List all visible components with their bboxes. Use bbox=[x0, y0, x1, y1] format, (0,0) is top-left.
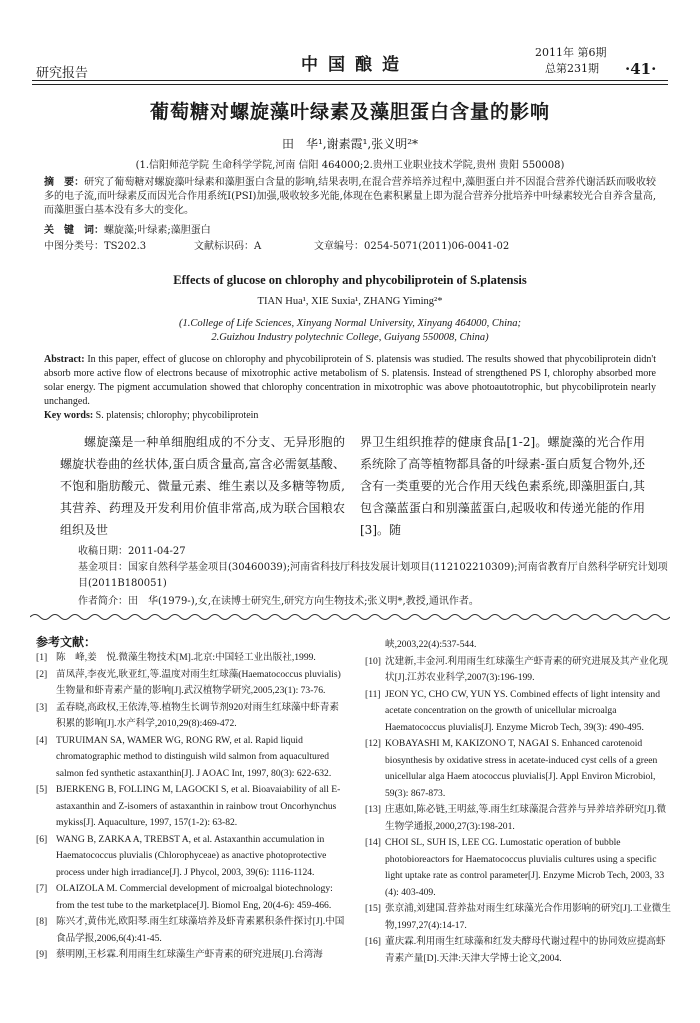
reference-item bbox=[365, 802, 675, 835]
reference-item bbox=[365, 654, 675, 687]
reference-item bbox=[36, 700, 346, 733]
abstract-text: 研究了葡萄糖对螺旋藻叶绿素和藻胆蛋白含量的影响,结果表明,在混合营养培养过程中,藻胆蛋白并不因混合营养代谢活跃而吸收较多的电子流,而叶绿素反而因光合作用系统Ⅰ(PSⅠ)加强,吸收较多光能,体现在色素积累量上即为混合营养分批培养中叶绿素较光合自养含量高,而藻胆蛋白基本没有多大的变化。 bbox=[44, 177, 657, 216]
page-number: ·41· bbox=[625, 60, 657, 78]
reference-text: 孟春晓,高政权,王依涛,等.植物生长调节剂920对雨生红球藻中虾青素积累的影响[J].水产科学,2010,29(8):469-472. bbox=[56, 701, 340, 729]
document-code: 文献标识码：A bbox=[194, 241, 262, 252]
reference-number: [7] bbox=[36, 883, 48, 894]
references-heading: 参考文献： bbox=[36, 635, 97, 649]
reference-text: 张京浦,刘建国.营养盐对雨生红球藻光合作用影响的研究[J].工业微生物,1997,27(4):14-17. bbox=[385, 903, 671, 931]
footnote-received: 收稿日期：2011-04-27 bbox=[78, 546, 186, 557]
affiliation-english bbox=[40, 317, 660, 345]
reference-number: [14] bbox=[365, 837, 381, 848]
keywords-label: 关 键 词： bbox=[44, 225, 104, 236]
reference-text: JEON YC, CHO CW, YUN YS. Combined effects of light intensity and acetate concentration on the growth of unicellular microalga Haematococcus pluvialis[J]. Enzyme Microb Tech, 39(3): 490-495. bbox=[385, 688, 661, 733]
reference-number: [9] bbox=[36, 949, 48, 960]
reference-item bbox=[365, 901, 675, 934]
reference-number: [2] bbox=[36, 668, 48, 680]
header-rule-thin bbox=[32, 84, 668, 85]
reference-text: 庄惠如,陈必链,王明兹,等.雨生红球藻混合营养与异养培养研究[J].微生物学通报,2000,27(3):198-201. bbox=[385, 804, 667, 832]
reference-text: 蔡明刚,王杉霖.利用雨生红球藻生产虾青素的研究进展[J].台湾海 bbox=[56, 949, 323, 960]
reference-item bbox=[36, 650, 346, 667]
reference-item bbox=[365, 637, 675, 654]
reference-item bbox=[36, 733, 346, 783]
journal-name: 中国酿造 bbox=[301, 55, 409, 75]
footnote-author: 作者简介：田 华(1979-),女,在读博士研究生,研究方向生物技术;张义明*,教授,通讯作者。 bbox=[78, 596, 479, 607]
authors-english: TIAN Hua¹, XIE Suxia¹, ZHANG Yiming²* bbox=[257, 296, 443, 307]
body-column-right: 界卫生组织推荐的健康食品[1-2]。螺旋藻的光合作用系统除了高等植物都具备的叶绿素-蛋白质复合物外,还含有一类重要的光合作用天线色素系统,即藻胆蛋白,其包含藻蓝蛋白和别藻蓝蛋白,起吸收和传递光能的作用[3]。随 bbox=[360, 435, 645, 537]
reference-text: 陈兴才,黄伟光,欧阳琴.雨生红球藻培养及虾青素累积条件探讨[J].中国食品学报,2006,6(4):41-45. bbox=[56, 916, 345, 944]
keywords-text: 螺旋藻;叶绿素;藻胆蛋白 bbox=[104, 225, 211, 236]
reference-item bbox=[36, 667, 346, 700]
reference-number: [3] bbox=[36, 701, 48, 713]
keywords-chinese bbox=[44, 221, 656, 236]
total-issue: 总第231期 bbox=[545, 62, 599, 75]
abstract-label-en: Abstract: bbox=[44, 354, 85, 365]
body-column-left: 螺旋藻是一种单细胞组成的不分支、无异形胞的螺旋状卷曲的丝状体,蛋白质含量高,富含必需氨基酸、不饱和脂肪酸元、微量元素、维生素以及多糖等物质,其营养、药理及开发利用价值非常高,成为联合国粮农组织及世 bbox=[60, 435, 345, 537]
keywords-text-en: S. platensis; chlorophy; phycobiliprotein bbox=[95, 410, 259, 421]
reference-text: 峡,2003,22(4):537-544. bbox=[385, 639, 477, 650]
reference-text: TURUIMAN SA, WAMER WG, RONG RW, et al. Rapid liquid chromatographic method to distinguish wild salmon from aquacultured salmon fed synthetic astaxanthin[J]. J AOAC Int, 1997, 80(3): 622-632. bbox=[56, 734, 332, 779]
reference-text: WANG B, ZARKA A, TREBST A, et al. Astaxanthin accumulation in Haematococcus pluvialis (Chlorophyceae) as anactive photoprotective process under high irradiance[J]. J Phycol, 2003, 39(6): 1116-1124. bbox=[56, 833, 327, 878]
abstract-chinese bbox=[44, 176, 656, 218]
reference-item bbox=[36, 782, 346, 832]
affiliation-line: (1.College of Life Sciences, Xinyang Normal University, Xinyang 464000, China; bbox=[178, 318, 522, 329]
reference-item bbox=[36, 947, 346, 964]
authors-chinese: 田 华¹,谢素霞¹,张义明²* bbox=[281, 137, 419, 151]
reference-item bbox=[365, 687, 675, 737]
reference-item bbox=[36, 881, 346, 914]
abstract-text-en: In this paper, effect of glucose on chlorophy and phycobiliprotein of S. platensis was studied. The results showed that phycobiliprotein didn't absorb more active flow of electrons because of mixotrophic active metabolism of S. platensis. Instead of strengthened PS I, chlorophy absorbed more solar energy. The pigment accumulation showed that chlorophy concentration in mixotrophic was above photoautotrophic, but phycobiliprotein nearly unchanged. bbox=[44, 354, 656, 407]
reference-number: [5] bbox=[36, 784, 48, 795]
reference-number: [15] bbox=[365, 903, 381, 914]
reference-text: KOBAYASHI M, KAKIZONO T, NAGAI S. Enhanced carotenoid biosynthesis by oxidative stress in acetate-induced cyst cells of a green unicellular alga Haem atococcus pluvialis[J]. Appl Environ Microbiol, 59(3): 867-873. bbox=[385, 738, 658, 799]
section-label: 研究报告 bbox=[36, 66, 89, 81]
keywords-label-en: Key words: bbox=[44, 410, 94, 421]
clc-number: 中图分类号：TS202.3 bbox=[44, 241, 147, 252]
header-rule bbox=[32, 80, 668, 81]
abstract-label: 摘 要： bbox=[44, 177, 85, 188]
reference-text: BJERKENG B, FOLLING M, LAGOCKI S, et al. Bioavaiability of all E-astaxanthin and Z-isomers of astaxanthin in rainbow trout Oncorhynchus mykiss[J]. Aquaculture, 1997, 157(1-2): 63-82. bbox=[56, 784, 341, 828]
reference-text: OLAIZOLA M. Commercial development of microalgal biotechnology: from the test tube to the marketplace[J]. Biomol Eng, 20(4-6): 459-466. bbox=[56, 883, 333, 911]
reference-text: 沈建新,丰金河.利用雨生红球藻生产虾青素的研究进展及其产业化现状[J].江苏农业科学,2007(3):196-199. bbox=[385, 655, 669, 683]
keywords-english bbox=[44, 410, 656, 421]
reference-text: 董庆霖.利用雨生红球藻和红发夫酵母代谢过程中的协同效应提高虾青素产量[D].天津:天津大学博士论文,2004. bbox=[385, 936, 666, 964]
footnote-fund: 基金项目：国家自然科学基金项目(30460039);河南省科技厅科技发展计划项目(112102210309);河南省教育厅自然科学研究计划项目(2011B180051) bbox=[78, 562, 668, 589]
references-right-column bbox=[365, 637, 675, 967]
reference-number: [10] bbox=[365, 655, 381, 667]
year-issue: 2011年 第6期 bbox=[535, 46, 607, 59]
reference-item bbox=[36, 914, 346, 947]
reference-number: [8] bbox=[36, 916, 48, 927]
reference-item bbox=[365, 736, 675, 802]
reference-text: CHOI SL, SUH IS, LEE CG. Lumostatic operation of bubble photobioreactors for Haematococcus pluvialis cultures using a specific light uptake rate as control parameter[J]. Enzyme Microb Tech, 2003, 33 (4): 403-409. bbox=[385, 837, 665, 898]
reference-item bbox=[365, 835, 675, 901]
article-number: 文章编号：0254-5071(2011)06-0041-02 bbox=[314, 241, 510, 252]
reference-text: 陈 峰,姜 悦.微藻生物技术[M].北京:中国轻工业出版社,1999. bbox=[56, 652, 316, 663]
title-chinese: 葡萄糖对螺旋藻叶绿素及藻胆蛋白含量的影响 bbox=[149, 101, 550, 123]
reference-number: [11] bbox=[365, 688, 381, 700]
reference-number: [13] bbox=[365, 804, 381, 815]
reference-item bbox=[36, 832, 346, 882]
affiliation-chinese: (1.信阳师范学院 生命科学学院,河南 信阳 464000;2.贵州工业职业技术学院,贵州 贵阳 550008) bbox=[135, 160, 565, 171]
reference-item bbox=[365, 934, 675, 967]
reference-number: [12] bbox=[365, 738, 381, 749]
references-left-column bbox=[36, 650, 346, 964]
classification-line bbox=[44, 237, 656, 252]
reference-number: [1] bbox=[36, 652, 48, 663]
abstract-english bbox=[44, 353, 656, 409]
reference-text: 苗凤萍,李夜光,耿亚红,等.温度对雨生红球藻(Haematococcus pluvialis)生物量和虾青素产量的影响[J].武汉植物学研究,2005,23(1): 73-76. bbox=[56, 668, 341, 696]
affiliation-line: 2.Guizhou Industry polytechnic College, Guiyang 550008, China) bbox=[211, 332, 489, 343]
reference-number: [16] bbox=[365, 936, 381, 947]
reference-number: [4] bbox=[36, 734, 48, 746]
wave-divider bbox=[30, 612, 670, 622]
title-english: Effects of glucose on chlorophy and phycobiliprotein of S.platensis bbox=[173, 273, 527, 287]
reference-number: [6] bbox=[36, 833, 48, 845]
